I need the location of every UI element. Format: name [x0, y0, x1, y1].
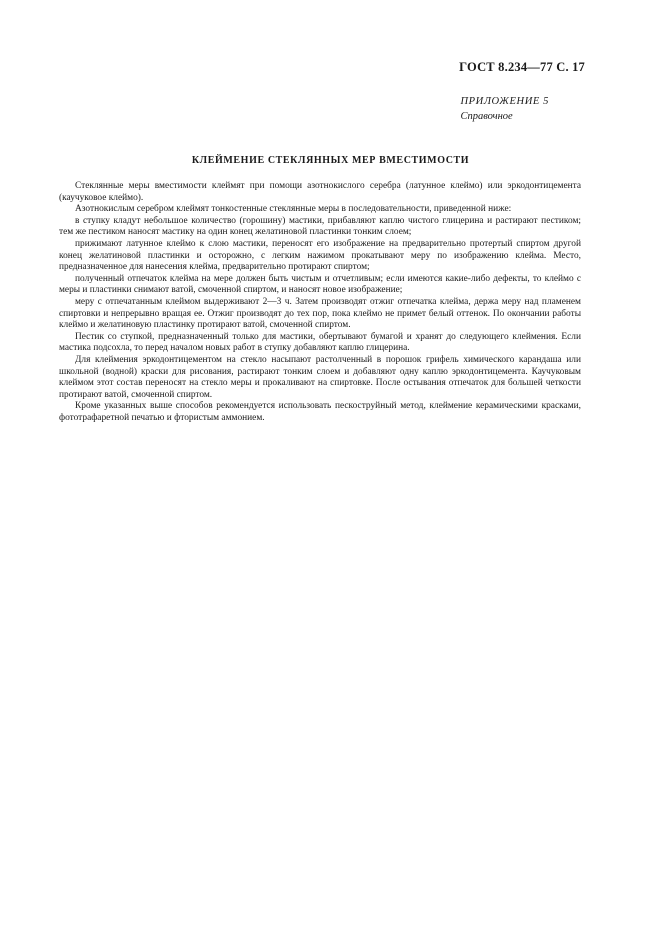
paragraph: Пестик со ступкой, предназначенный только для мастики, обертывают бумагой и хранят до следующего клеймения. Если мастика подсохла, то перед началом новых работ в ступку добавляют каплю глицерина.: [59, 331, 581, 354]
section-title: КЛЕЙМЕНИЕ СТЕКЛЯННЫХ МЕР ВМЕСТИМОСТИ: [191, 155, 470, 166]
paragraph: в ступку кладут небольшое количество (горошину) мастики, прибавляют каплю чистого глицерина и растирают пестиком; тем же пестиком наносят мастику на один конец желатиновой пластинки тонким слоем;: [59, 215, 581, 238]
appendix-note: Справочное: [460, 111, 513, 122]
appendix-label: ПРИЛОЖЕНИЕ 5: [460, 96, 549, 107]
paragraph: Кроме указанных выше способов рекомендуется использовать пескоструйный метод, клеймение керамическими красками, фототрафаретной печатью и фтористым аммонием.: [59, 401, 581, 423]
paragraph: меру с отпечатанным клеймом выдерживают 2—3 ч. Затем производят отжиг отпечатка клейма, держа меру над пламенем спиртовки и непрерывно вращая ее. Отжиг производят до тех пор, пока клеймо не примет белый оттенок. По окончании работы клеймо и желатиновую пластинку протирают ватой, смоченной спиртом.: [59, 296, 581, 331]
paragraph: Для клеймения эркодонтицементом на стекло насыпают растолченный в порошок грифель химического карандаша или школьной (водной) краски для рисования, растирают тонким слоем и добавляют одну каплю эркодонтицемента. Каучуковым клеймом этот состав переносят на стекло меры и прокаливают на спиртовке. После остывания отпечаток для большей четкости протирают ватой, смоченной спиртом.: [59, 354, 581, 400]
body-text: [59, 181, 581, 424]
paragraph: прижимают латунное клеймо к слою мастики, переносят его изображение на предварительно протертый спиртом другой конец желатиновой пластинки и осторожно, с легким нажимом прокатывают меру по изображению клейма. Место, предназначенное для нанесения клейма, предварительно протирают спиртом;: [59, 238, 581, 273]
paragraph: Азотнокислым серебром клеймят тонкостенные стеклянные меры в последовательности, приведенной ниже:: [75, 204, 512, 215]
page-header-standard-ref: ГОСТ 8.234—77 С. 17: [459, 60, 585, 74]
appendix-block: [460, 94, 549, 124]
paragraph: Стеклянные меры вместимости клеймят при помощи азотнокислого серебра (латунное клеймо) или эркодонтицемента (каучуковое клеймо).: [59, 181, 581, 203]
paragraph: полученный отпечаток клейма на мере должен быть чистым и отчетливым; если имеются какие-либо дефекты, то клеймо с меры и пластинки снимают ватой, смоченной спиртом, и наносят новое изображение;: [59, 273, 581, 296]
